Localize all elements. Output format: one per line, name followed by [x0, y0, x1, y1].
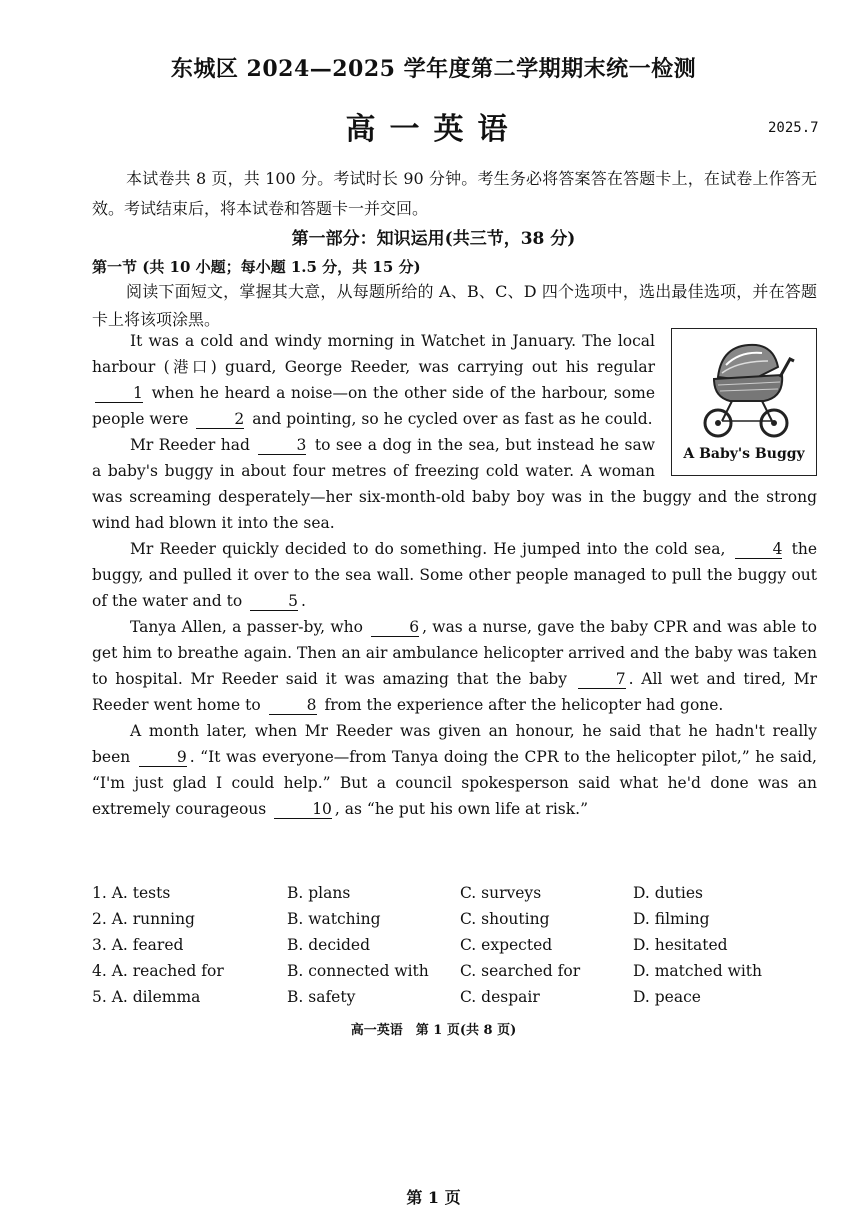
option-b: B. decided [287, 936, 370, 954]
figure-caption: A Baby's Buggy [683, 446, 805, 462]
cloze-passage [92, 328, 817, 822]
option-a: 2. A. running [92, 910, 195, 928]
option-a: 3. A. feared [92, 936, 184, 954]
option-c: C. expected [460, 936, 553, 954]
passage-text: , as “he put his own life at risk.” [334, 800, 589, 818]
answer-options [92, 880, 817, 1010]
option-d: D. matched with [633, 962, 763, 980]
passage-paragraph [92, 536, 817, 614]
section-directions: 阅读下面短文，掌握其大意，从每题所给的 A、B、C、D 四个选项中，选出最佳选项，并在答题卡上将该项涂黑。 [92, 282, 817, 329]
exam-title: 东城区 2024—2025 学年度第二学期期末统一检测 [170, 56, 697, 82]
blank-6: 6 [371, 618, 419, 637]
blank-3: 3 [258, 436, 306, 455]
option-b: B. safety [287, 988, 356, 1006]
buggy-figure [671, 328, 817, 476]
option-row [92, 984, 817, 1010]
passage-text: the buggy, and pulled it over to the sea wall. Some other people managed to pull the buggy out of the water and to [92, 540, 817, 610]
section-one-title: 第一节 (共 10 小题；每小题 1.5 分，共 15 分) [92, 258, 421, 276]
subject-title: 高一英语 [345, 112, 522, 147]
passage-text: Tanya Allen, a passer-by, who [130, 618, 363, 636]
blank-7: 7 [578, 670, 626, 689]
option-d: D. filming [633, 910, 710, 928]
option-a: 5. A. dilemma [92, 988, 201, 1006]
blank-5: 5 [250, 592, 298, 611]
blank-1: 1 [95, 384, 143, 403]
option-b: B. connected with [287, 962, 429, 980]
option-row [92, 880, 817, 906]
option-b: B. plans [287, 884, 351, 902]
blank-4: 4 [735, 540, 783, 559]
option-a: 1. A. tests [92, 884, 171, 902]
exam-instructions: 本试卷共 8 页，共 100 分。考试时长 90 分钟。考生务必将答案答在答题卡上，在试卷上作答无效。考试结束后，将本试卷和答题卡一并交回。 [92, 169, 817, 218]
passage-paragraph [92, 718, 817, 822]
blank-10: 10 [274, 800, 332, 819]
passage-text: , was a nurse, gave the baby CPR and was able to get him to breathe again. Then an air ambulance helicopter arrived and the baby was taken to hospital. Mr Reeder said it was amazing that the baby [92, 618, 817, 688]
option-b: B. watching [287, 910, 381, 928]
option-c: C. despair [460, 988, 540, 1006]
exam-date: 2025.7 [768, 120, 819, 136]
passage-paragraph [92, 614, 817, 718]
passage-text: . [301, 592, 306, 610]
option-row [92, 932, 817, 958]
passage-text: to see a dog in the sea, but instead he saw a baby's buggy in about four metres of freezing cold water. A woman was screaming desperately—her six-month-old baby boy was in the buggy and the strong wind had blown it into the sea. [92, 436, 817, 532]
passage-text: . All wet and tired, Mr Reeder went home to [92, 670, 817, 714]
part-one-title: 第一部分：知识运用(共三节，38 分) [291, 229, 576, 249]
passage-text: and pointing, so he cycled over as fast as he could. [252, 410, 653, 428]
option-c: C. searched for [460, 962, 581, 980]
option-d: D. duties [633, 884, 703, 902]
option-c: C. shouting [460, 910, 550, 928]
passage-text: . “It was everyone—from Tanya doing the CPR to the helicopter pilot,” he said, “I'm just glad I could help.” But a council spokesperson said what he'd done was an extremely courageous [92, 748, 817, 818]
blank-8: 8 [269, 696, 317, 715]
blank-2: 2 [196, 410, 244, 429]
passage-text: A month later, when Mr Reeder was given an honour, he said that he hadn't really been [92, 722, 817, 766]
passage-text: It was a cold and windy morning in Watchet in January. The local harbour (港口) guard, George Reeder, was carrying out his regular [92, 332, 655, 376]
page-number: 第 1 页 [406, 1188, 461, 1207]
blank-9: 9 [139, 748, 187, 767]
option-d: D. peace [633, 988, 701, 1006]
option-c: C. surveys [460, 884, 542, 902]
passage-text: from the experience after the helicopter had gone. [324, 696, 724, 714]
option-row [92, 906, 817, 932]
option-d: D. hesitated [633, 936, 728, 954]
passage-text: Mr Reeder had [130, 436, 250, 454]
option-a: 4. A. reached for [92, 962, 224, 980]
option-row [92, 958, 817, 984]
passage-text: when he heard a noise—on the other side of the harbour, some people were [92, 384, 655, 428]
baby-buggy-icon [692, 335, 796, 439]
passage-text: Mr Reeder quickly decided to do something. He jumped into the cold sea, [130, 540, 726, 558]
page-footer: 高一英语 第 1 页(共 8 页) [350, 1023, 517, 1038]
